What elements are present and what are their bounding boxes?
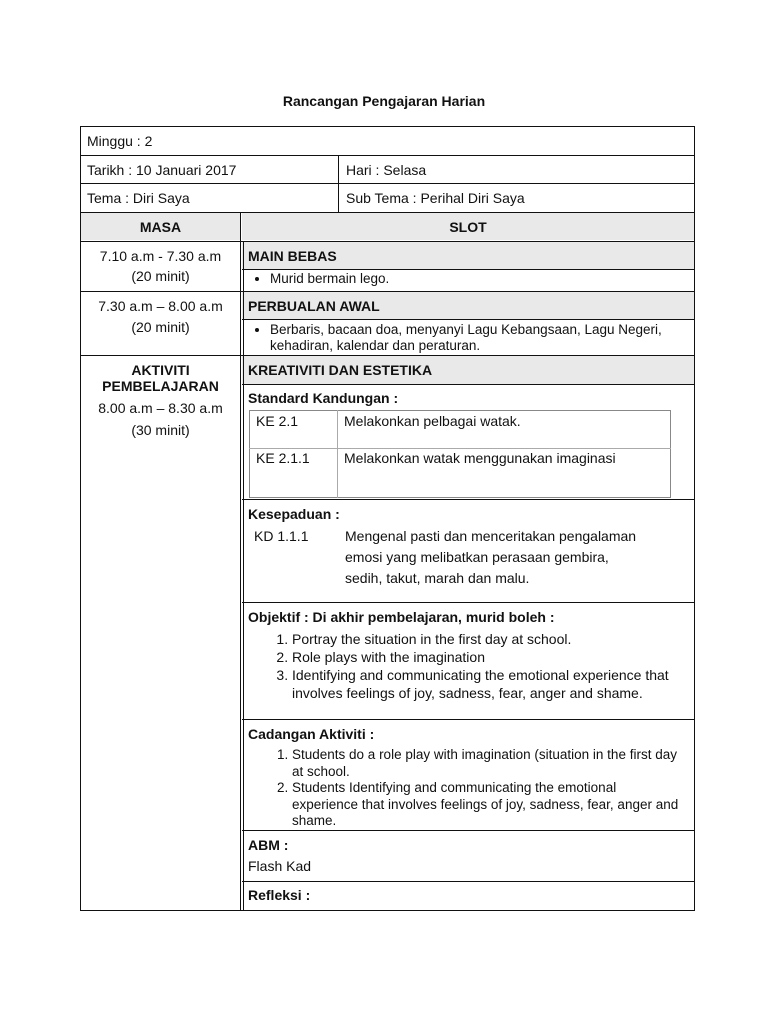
minggu-field: Minggu : 2 [87, 133, 153, 149]
cadangan-list [254, 747, 679, 830]
kesepaduan-line: Mengenal pasti dan menceritakan pengalaman [345, 528, 637, 544]
cadangan-label: Cadangan Aktiviti : [248, 726, 375, 742]
table-rule [80, 155, 695, 156]
abm-value: Flash Kad [248, 858, 312, 874]
refleksi-label: Refleksi : [248, 887, 311, 903]
table-rule [242, 384, 695, 385]
aktiviti-label: AKTIVITI [131, 362, 190, 378]
standard-desc: Melakonkan watak menggunakan imaginasi [344, 450, 616, 466]
column-divider [240, 212, 241, 911]
objektif-item: 2. Role plays with the imagination [292, 648, 690, 666]
kesepaduan-code: KD 1.1.1 [254, 528, 309, 544]
table-rule [242, 719, 695, 720]
cadangan-item: 2. Students Identifying and communicating the emotional experience that involves feelings of joy, sadness, fear, anger and shame. [292, 780, 679, 830]
masa-column-header: MASA [139, 219, 182, 235]
document-title: Rancangan Pengajaran Harian [282, 93, 486, 109]
activity-bullet [250, 271, 389, 287]
objektif-item: 3. Identifying and communicating the emotional experience that involves feelings of joy, sadness, fear, anger and shame. [292, 666, 690, 702]
table-rule [80, 355, 695, 356]
time-range: 8.00 a.m – 8.30 a.m [98, 400, 223, 416]
abm-label: ABM : [248, 837, 289, 853]
objektif-label: Objektif : Di akhir pembelajaran, murid boleh : [248, 609, 555, 625]
bullet-line: Berbaris, bacaan doa, menyanyi Lagu Kebangsaan, Lagu Negeri, [270, 322, 662, 337]
standard-code: KE 2.1 [256, 413, 299, 429]
tarikh-field: Tarikh : 10 Januari 2017 [87, 162, 237, 178]
table-rule [242, 319, 695, 320]
pembelajaran-label: PEMBELAJARAN [102, 378, 219, 394]
time-range: 7.30 a.m – 8.00 a.m [98, 298, 223, 314]
standard-kandungan-label: Standard Kandungan : [248, 390, 399, 406]
objektif-item: 1. Portray the situation in the first day at school. [292, 630, 690, 648]
tema-field: Tema : Diri Saya [87, 190, 190, 206]
time-range: 7.10 a.m - 7.30 a.m [99, 248, 222, 264]
table-rule [80, 241, 695, 242]
subtema-field: Sub Tema : Perihal Diri Saya [346, 190, 525, 206]
objektif-list [254, 630, 690, 702]
kesepaduan-line: sedih, takut, marah dan malu. [345, 570, 530, 586]
bullet-text [270, 322, 662, 354]
table-rule [242, 602, 695, 603]
hari-field: Hari : Selasa [346, 162, 427, 178]
cadangan-item: 1. Students do a role play with imagination (situation in the first day at school. [292, 747, 679, 780]
kesepaduan-label: Kesepaduan : [248, 506, 340, 522]
standard-desc: Melakonkan pelbagai watak. [344, 413, 521, 429]
duration: (30 minit) [131, 422, 190, 438]
slot-heading: KREATIVITI DAN ESTETIKA [248, 362, 433, 378]
activity-bullet [250, 322, 662, 354]
bullet-text: • Murid bermain lego. [270, 271, 389, 287]
table-rule [242, 881, 695, 882]
bullet-line: kehadiran, kalendar dan peraturan. [270, 338, 481, 353]
duration: (20 minit) [131, 319, 190, 335]
table-rule [242, 830, 695, 831]
standard-table-divider [337, 410, 338, 498]
slot-column-header: SLOT [449, 219, 487, 235]
slot-heading: PERBUALAN AWAL [248, 298, 380, 314]
duration: (20 minit) [131, 268, 190, 284]
table-rule [80, 183, 695, 184]
slot-heading: MAIN BEBAS [248, 248, 337, 264]
table-rule [242, 269, 695, 270]
header-divider [338, 155, 339, 212]
table-rule [242, 499, 695, 500]
kesepaduan-line: emosi yang melibatkan perasaan gembira, [345, 549, 609, 565]
table-rule [80, 291, 695, 292]
table-rule [80, 212, 695, 213]
column-divider-inner [243, 242, 244, 910]
standard-code: KE 2.1.1 [256, 450, 310, 466]
